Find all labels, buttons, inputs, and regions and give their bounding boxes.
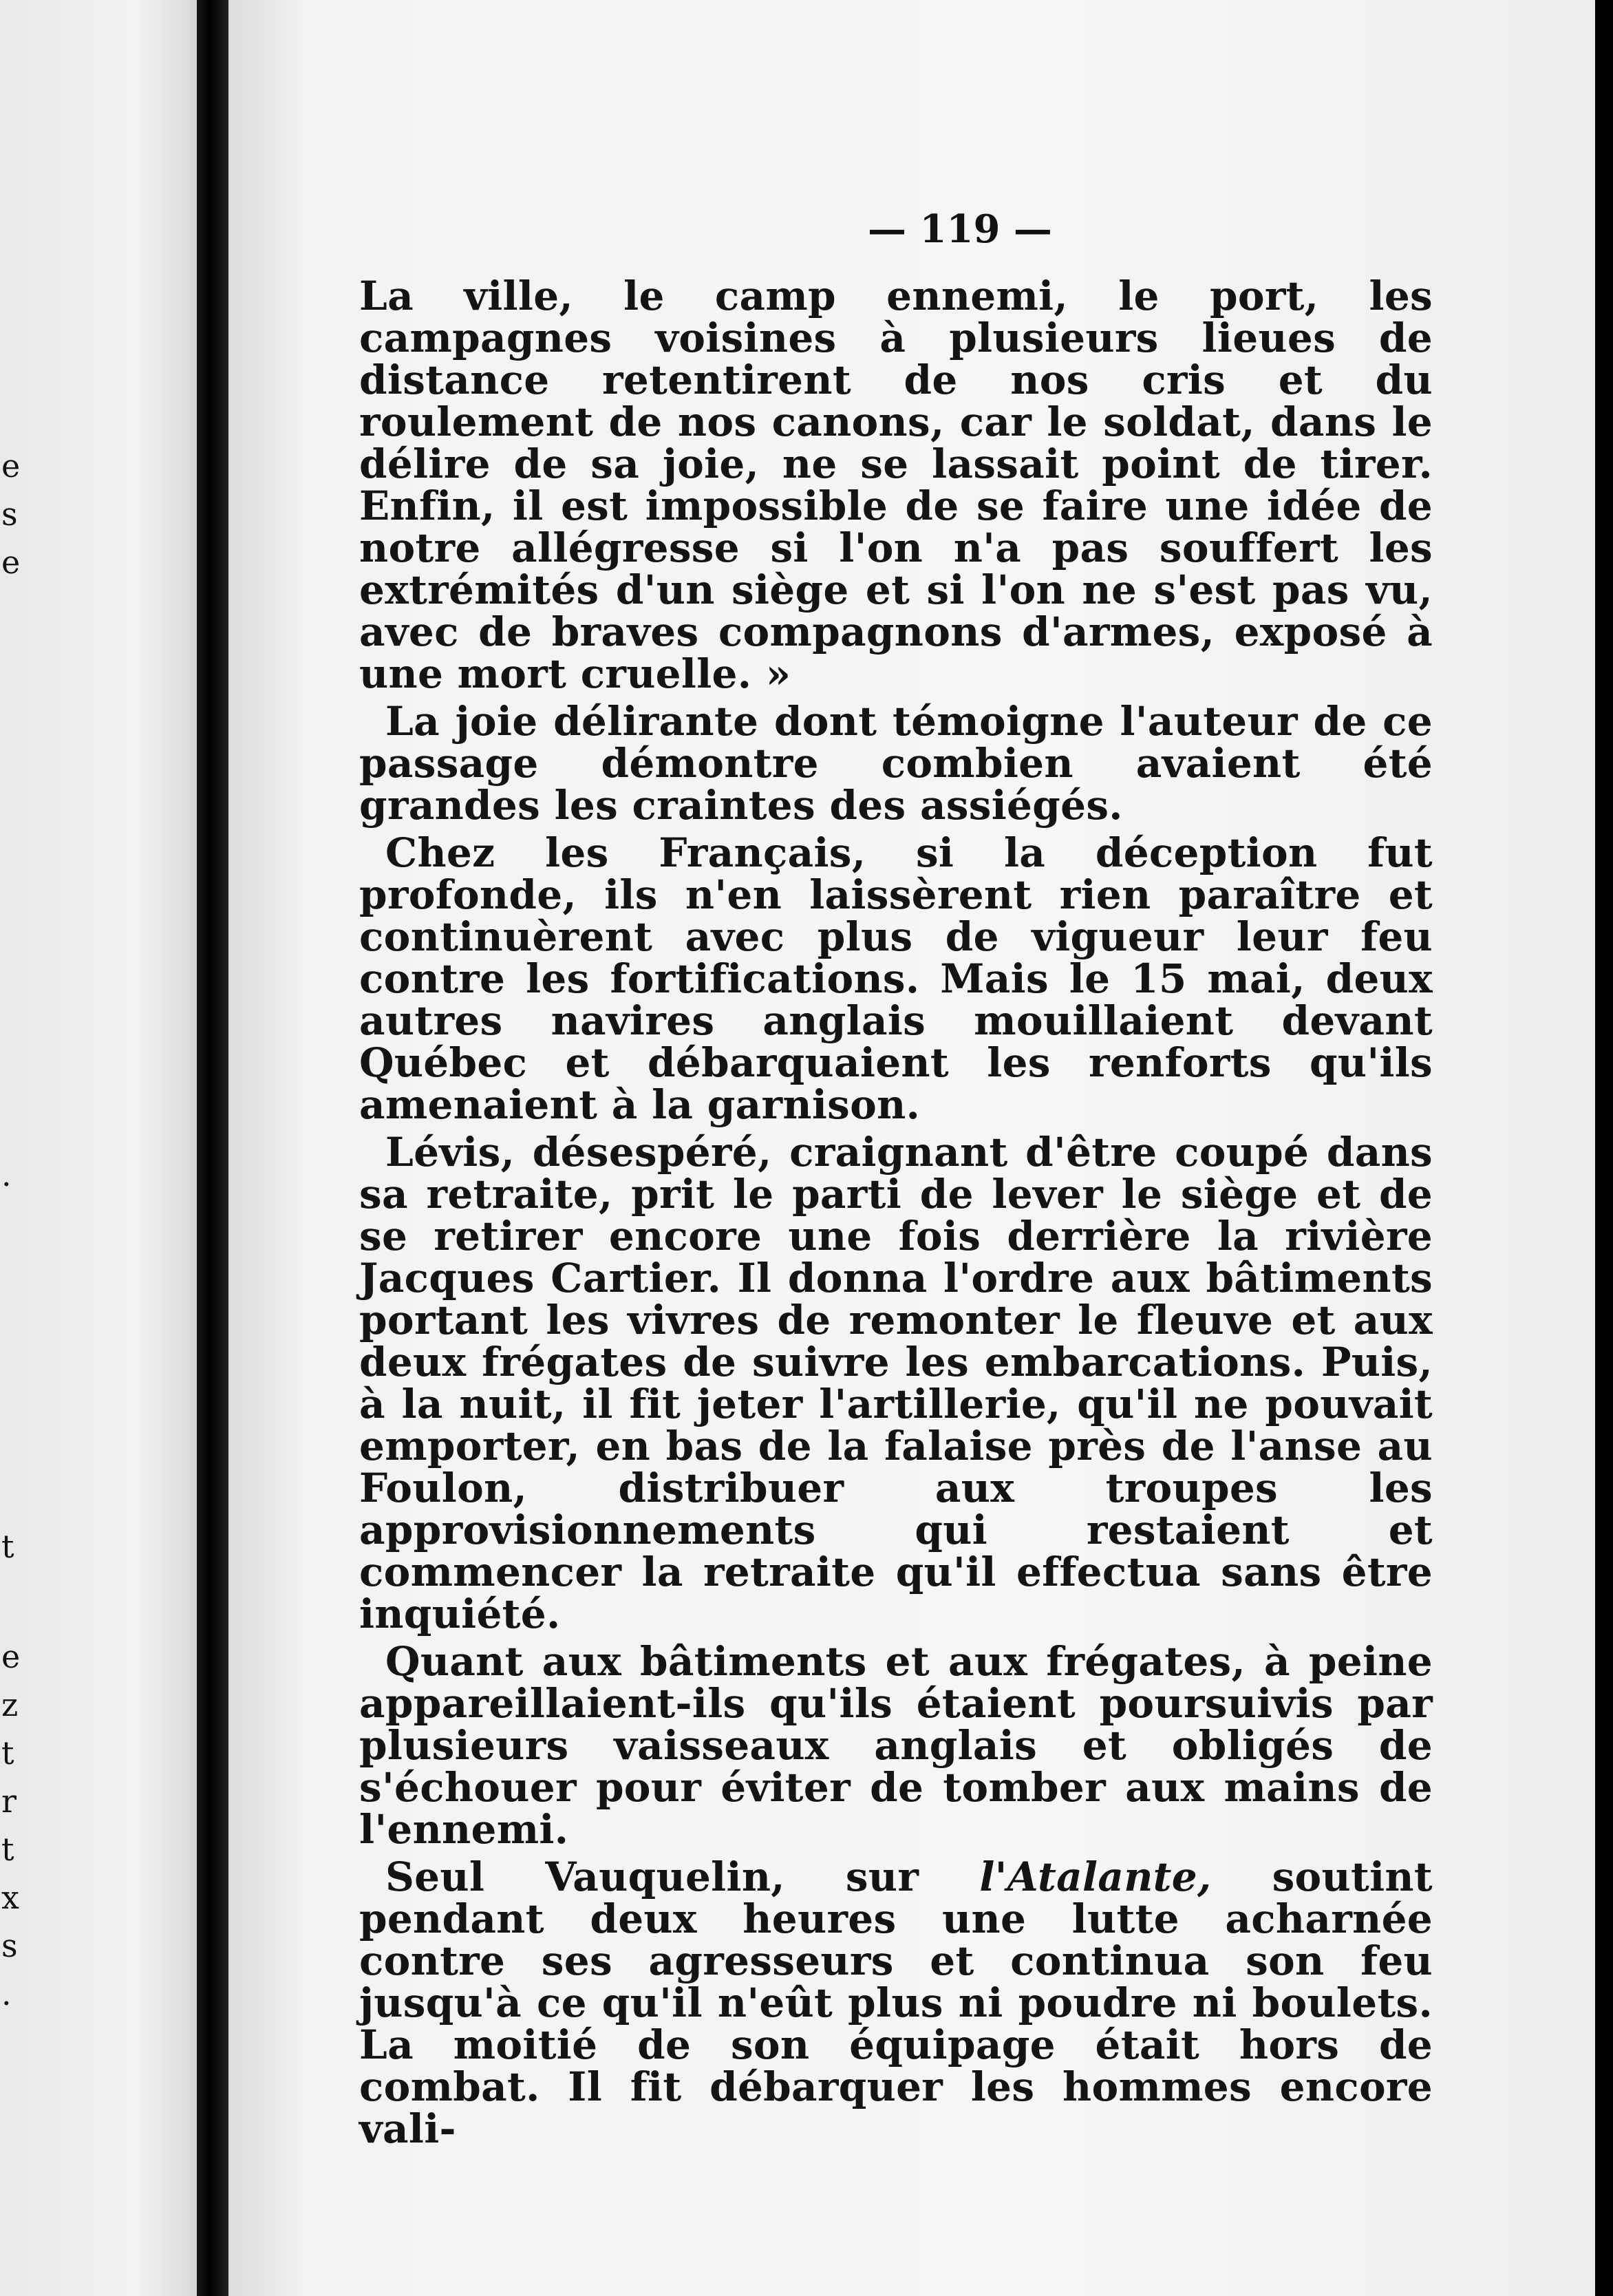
fragment: e: [1, 447, 21, 485]
previous-page-edge: [0, 0, 197, 2296]
fragment: t: [1, 1528, 14, 1565]
fragment: x: [1, 1879, 19, 1916]
paragraph: Chez les Français, si la déception fut profonde, ils n'en laissèrent rien paraître et continuèrent avec plus de vigueur leur feu contre les fortifications. Mais le 15 mai, deux autres navires anglais mouillaient devant Québec et débarquaient les renforts qu'ils amenaient à la garnison.: [359, 829, 1433, 1128]
fragment: r: [1, 1783, 17, 1820]
fragment: .: [1, 1156, 12, 1193]
fragment: t: [1, 1831, 14, 1868]
fragment: e: [1, 1638, 21, 1675]
previous-page-text-fragments: [0, 0, 41, 2296]
fragment: .: [1, 1975, 12, 2012]
fragment: s: [1, 1927, 18, 1964]
page-number: — 119 —: [868, 206, 1052, 252]
page-body-text: [359, 275, 1433, 2150]
paragraph: La joie délirante dont témoigne l'auteur de ce passage démontre combien avaient été grandes les craintes des assiégés.: [359, 698, 1433, 829]
fragment: s: [1, 496, 18, 533]
ship-name-italic: l'Atalante,: [979, 1853, 1212, 1900]
paragraph-text: soutint pendant deux heures une lutte acharnée contre ses agresseurs et continua son feu jusqu'à ce qu'il n'eût plus ni poudre ni boulets. La moitié de son équipage était hors de combat. Il fit débarquer les hommes encore vali-: [359, 1853, 1433, 2152]
paragraph: La ville, le camp ennemi, le port, les campagnes voisines à plusieurs lieues de distance retentirent de nos cris et du roulement de nos canons, car le soldat, dans le délire de sa joie, ne se lassait point de tirer. Enfin, il est impossible de se faire une idée de notre allégresse si l'on n'a pas souffert les extrémités d'un siège et si l'on ne s'est pas vu, avec de braves compagnons d'armes, exposé à une mort cruelle. »: [359, 273, 1433, 697]
paragraph: [359, 1853, 1433, 2152]
paragraph: Lévis, désespéré, craignant d'être coupé dans sa retraite, prit le parti de lever le siège et de se retirer encore une fois derrière la rivière Jacques Cartier. Il donna l'ordre aux bâtiments portant les vivres de remonter le fleuve et aux deux frégates de suivre les embarcations. Puis, à la nuit, il fit jeter l'artillerie, qu'il ne pouvait emporter, en bas de la falaise près de l'anse au Foulon, distribuer aux troupes les approvisionnements qui restaient et commencer la retraite qu'il effectua sans être inquiété.: [359, 1129, 1433, 1637]
paragraph: Quant aux bâtiments et aux frégates, à peine appareillaient-ils qu'ils étaient poursuivis par plusieurs vaisseaux anglais et obligés de s'échouer pour éviter de tomber aux mains de l'ennemi.: [359, 1638, 1433, 1853]
scan-border: [1595, 0, 1613, 2296]
book-page: [228, 0, 1595, 2296]
fragment: t: [1, 1734, 14, 1772]
paragraph-text: Seul Vauquelin, sur: [385, 1853, 980, 1900]
fragment: z: [1, 1686, 19, 1723]
fragment: e: [1, 544, 21, 581]
book-gutter: [197, 0, 228, 2296]
